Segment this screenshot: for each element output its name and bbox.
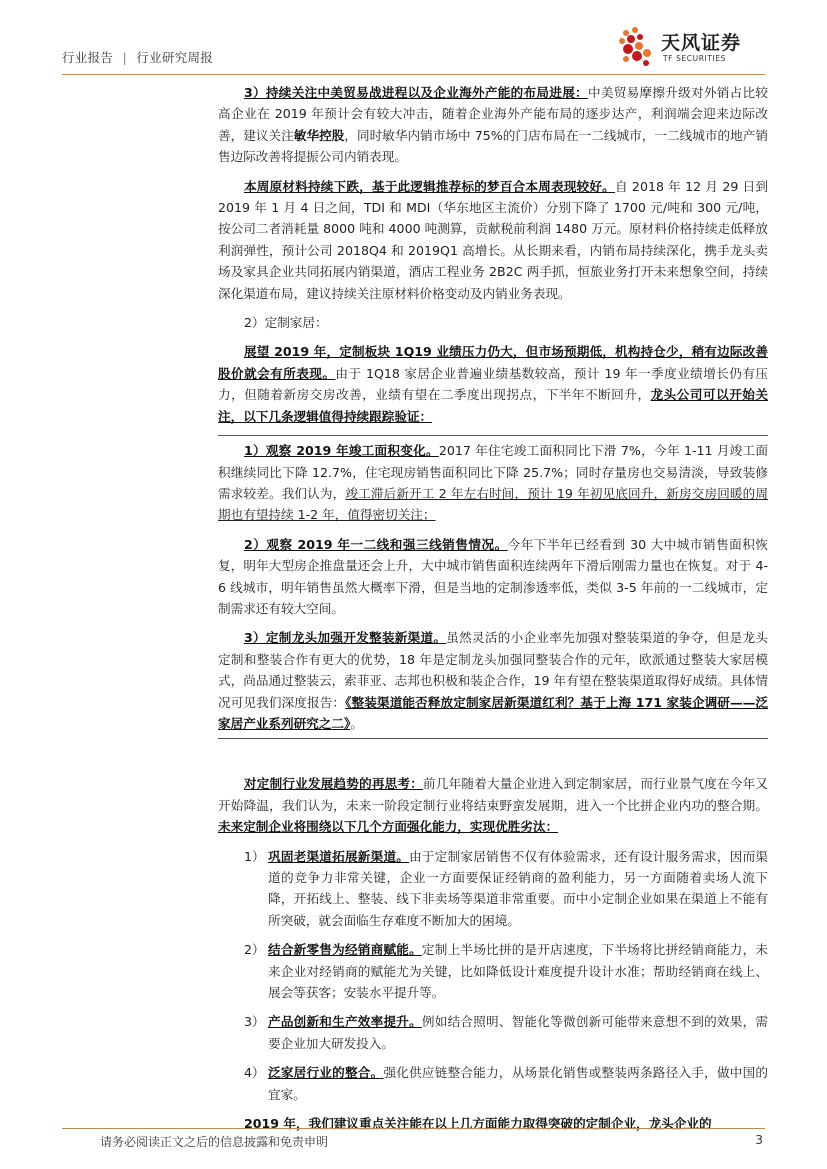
brand-name-en: TF SECURITIES	[663, 54, 727, 63]
paragraph-outlook	[218, 341, 768, 427]
company-highlight: 敏华控股	[293, 127, 345, 143]
paragraph-emphasis: 未来定制企业将围绕以下几个方面强化能力，实现优胜劣汰：	[218, 819, 559, 835]
paragraph-lead: 2019 年，我们建议重点关注能在以上几方面能力取得突破的定制企业，龙头企业的	[244, 1116, 712, 1132]
header-divider	[62, 74, 765, 75]
list-number: 3）	[244, 1014, 265, 1030]
disclaimer-text: 请务必阅读正文之后的信息披露和免责申明	[100, 1135, 329, 1149]
list-item	[218, 846, 768, 932]
paragraph-trade-war	[218, 82, 768, 168]
list-item-text: 例如结合照明、智能化等微创新可能带来意想不到的效果，需要企业加大研发投入。	[268, 1014, 769, 1051]
section-gap	[218, 745, 768, 773]
list-item-text: 强化供应链整合能力，从场景化销售或整装两条路径入手，做中国的宜家。	[268, 1065, 769, 1102]
paragraph-emphasis: 龙头公司可以开始关注，以下几条逻辑值得持续跟踪验证：	[218, 387, 769, 424]
list-item	[218, 1062, 768, 1105]
brand-name-cn: 天风证券	[661, 32, 742, 54]
crumb-separator: |	[122, 50, 127, 65]
paragraph-raw-materials	[218, 176, 768, 304]
report-body	[218, 82, 768, 1142]
report-reference: 《整装渠道能否释放定制家居新渠道红利？基于上海 171 家装企调研——泛家居产业系列研究之二》	[218, 694, 769, 731]
logic-points-box	[218, 435, 768, 739]
section-heading-custom-furniture: 2）定制家居：	[244, 315, 328, 331]
paragraph-integrated-channel	[218, 627, 768, 734]
tf-securities-logo	[615, 24, 765, 70]
capability-list	[218, 846, 768, 1105]
paragraph-text: 2017 年住宅竣工面积同比下滑 7%，今年 1-11 月竣工面积继续同比下降 12.7%，住宅现房销售面积同比下降 25.7%；同时存量房也交易清淡，导致装修需求较差。我们认为，	[218, 443, 768, 501]
paragraph-lead: 对定制行业发展趋势的再思考：	[244, 776, 423, 792]
paragraph-text: ，同时敏华内销市场中 75%的门店布局在一二线城市，一二线城市的地产销售边际改善将提振公司内销表现。	[218, 127, 769, 165]
list-item-lead: 结合新零售为经销商赋能。	[268, 942, 422, 958]
list-number: 2）	[244, 942, 265, 958]
paragraph-text: 前几年随着大量企业进入到定制家居，而行业景气度在今年又开始降温，我们认为，未来一阶段定制行业将结束野蛮发展期，进入一个比拼企业内功的整合期。	[218, 776, 769, 813]
paragraph-text: 由于 1Q18 家居企业普遍业绩基数较高，预计 19 年一季度业绩增长仍有压力，但随着新房交房改善，业绩有望在二季度出现拐点，下半年不断回升，	[218, 365, 768, 403]
paragraph-text: 。	[350, 715, 363, 731]
list-item-lead: 泛家居行业的整合。	[268, 1065, 384, 1081]
list-item	[218, 939, 768, 1003]
breadcrumb	[62, 48, 213, 66]
paragraph-completion-area	[218, 440, 768, 526]
paragraph-text: 虽然灵活的小企业率先加强对整装渠道的争夺，但是龙头定制和整装合作有更大的优势，18 年是定制龙头加强同整装合作的元年，欧派通过整装大家居模式，尚品通过整装云，索菲亚、志邦也积极和装企合作，19 年有望在整装渠道取得好成绩。具体情况可见我们深度报告：	[218, 630, 768, 710]
page-header	[62, 0, 765, 76]
crumb-weekly: 行业研究周报	[136, 50, 214, 65]
paragraph-lead: 展望 2019 年，定制板块 1Q19 业绩压力仍大，但市场预期低，机构持仓少，稍有边际改善股价就会有所表现。	[218, 344, 768, 381]
paragraph-lead: 1）观察 2019 年竣工面积变化。	[244, 443, 439, 459]
list-item-lead: 产品创新和生产效率提升。	[268, 1014, 422, 1030]
list-item-text: 由于定制家居销售不仅有体验需求，还有设计服务需求，因而渠道的竞争力非常关键，企业一方面要保证经销商的盈利能力，另一方面随着卖场人流下降，开拓线上、整装、线下非卖场等渠道非常重要。而中小定制企业如果在渠道上不能有所突破，就会面临生存难度不断加大的困境。	[268, 848, 769, 928]
list-number: 4）	[244, 1065, 265, 1081]
paragraph-rethink	[218, 773, 768, 837]
paragraph-lead: 本周原材料持续下跌，基于此逻辑推荐标的梦百合本周表现较好。	[244, 178, 615, 194]
page-number: 3	[755, 1133, 763, 1147]
paragraph-lead: 3）持续关注中美贸易战进程以及企业海外产能的布局进展：	[244, 85, 588, 100]
paragraph-text: 自 2018 年 12 月 29 日到 2019 年 1 月 4 日之间，TDI 和 MDI（华东地区主流价）分别下降了 1700 元/吨和 300 元/吨，按公司二者消耗量 8000 吨和 4000 吨测算，贡献税前利润 1480 万元。原材料价格持续走低释放利润弹性，预计公司 2018Q4 和 2019Q1 高增长。从长期来看，内销布局持续深化，携手龙头卖场及家具企业共同拓展内销渠道，酒店工程业务 2B2C 两手抓，恒旅业务打开未来想象空间，持续深化渠道布局，建议持续关注原材料价格变动及内销业务表现。	[218, 178, 768, 301]
list-item-lead: 巩固老渠道拓展新渠道。	[268, 848, 410, 864]
paragraph-lead: 2）观察 2019 年一二线和强三线销售情况。	[244, 536, 508, 552]
paragraph-text: 今年下半年已经看到 30 大中城市销售面积恢复，明年大型房企推盘量还会上升，大中城市销售面积连续两年下滑后刚需力量也在恢复。对于 4-6 线城市，明年销售虽然大概率下滑，但是当地的定制渗透率低，类似 3-5 年前的一二线城市，定制需求还有较大空间。	[218, 536, 768, 616]
footer-divider	[62, 1128, 765, 1129]
list-number: 1）	[244, 848, 265, 864]
list-item-text: 定制上半场比拼的是开店速度，下半场将比拼经销商能力，未来企业对经销商的赋能尤为关键，比如降低设计难度提升设计水准；帮助经销商在线上、展会等获客；安装水平提升等。	[268, 942, 769, 1001]
paragraph-city-sales	[218, 534, 768, 620]
list-item	[218, 1011, 768, 1054]
paragraph-lead: 3）定制龙头加强开发整装新渠道。	[244, 630, 447, 646]
paragraph-recommendation	[218, 1113, 768, 1134]
paragraph-underlined: 竣工滞后新开工 2 年左右时间，预计 19 年初见底回升，新房交房回暖的周期也有望持续 1-2 年，值得密切关注；	[218, 485, 769, 523]
tf-logo-mark-icon	[615, 24, 661, 70]
paragraph-text: 中美贸易摩擦升级对外销占比较高企业在 2019 年预计会有较大冲击，随着企业海外产能布局的逐步达产，利润端会迎来边际改善，建议关注	[218, 85, 768, 143]
crumb-report: 行业报告	[62, 50, 114, 65]
